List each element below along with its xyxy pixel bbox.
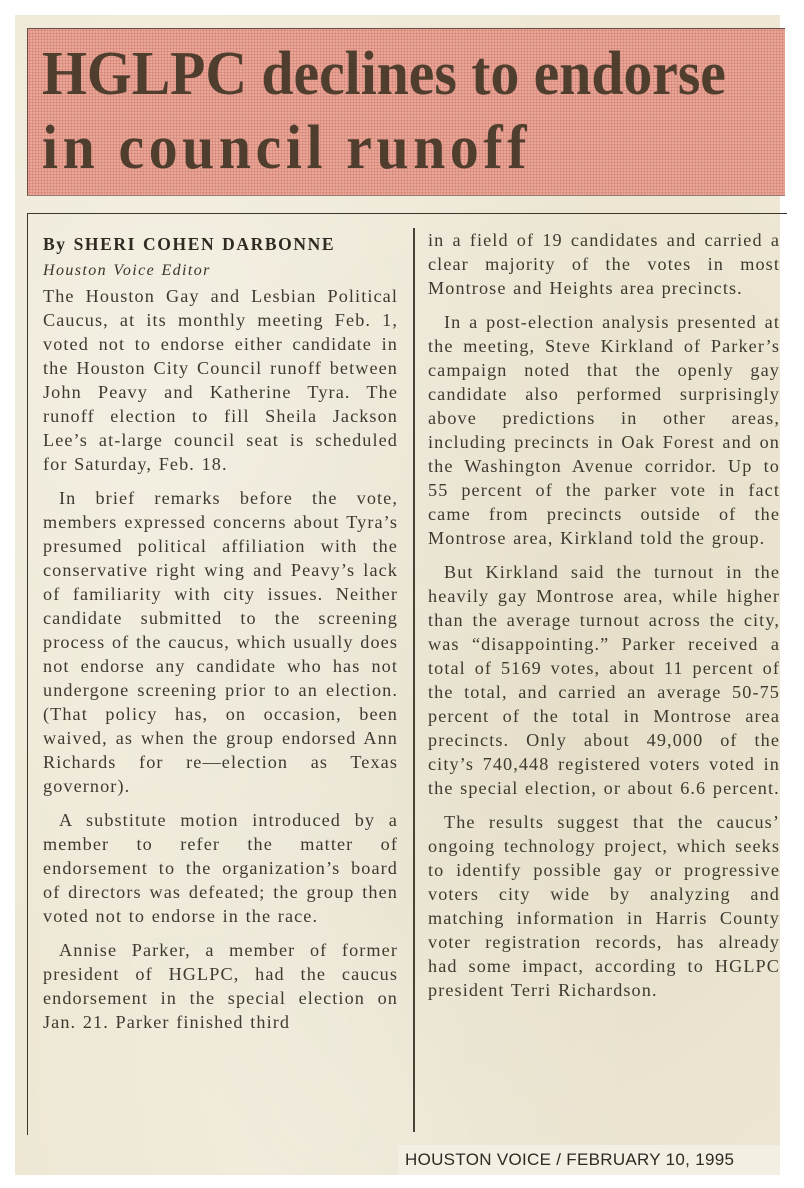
paragraph: In brief remarks before the vote, members expressed concerns about Tyra’s presumed political affiliation with the conservative right wing and Peavy’s lack of familiarity with city issues. Neither candidate submitted to the screening process of the caucus, which usually does not endorse any candidate who has not undergone screening prior to an election. (That policy has, on occasion, been waived, as when the group endorsed Ann Richards for re—election as Texas governor).	[43, 488, 398, 796]
article-column-right	[428, 228, 780, 1012]
paragraph: In a post-election analysis presented at the meeting, Steve Kirkland of Parker’s campaign noted that the openly gay candidate also performed surprisingly above predictions in other areas, including precincts in Oak Forest and on the Washington Avenue corridor. Up to 55 percent of the parker vote in fact came from precincts outside of the Montrose area, Kirkland told the group.	[428, 312, 780, 548]
byline-title: Houston Voice Editor	[43, 262, 211, 279]
column-divider	[413, 228, 415, 1132]
article-column-left	[43, 232, 398, 1044]
paragraph: The results suggest that the caucus’ ongoing technology project, which seeks to identify possible gay or progressive voters city wide by analyzing and matching information in Harris County voter registration records, has already had some impact, according to HGLPC president Terri Richardson.	[428, 812, 780, 1000]
headline	[42, 37, 726, 185]
source-credit: HOUSTON VOICE / FEBRUARY 10, 1995	[405, 1150, 735, 1169]
byline: By SHERI COHEN DARBONNE	[43, 234, 336, 254]
headline-line-2: in council runoff	[42, 114, 532, 182]
headline-line-1: HGLPC declines to endorse	[42, 40, 726, 108]
paragraph: Annise Parker, a member of former president of HGLPC, had the caucus endorsement in the special election on Jan. 21. Parker finished third	[43, 940, 398, 1032]
paragraph: The Houston Gay and Lesbian Political Caucus, at its monthly meeting Feb. 1, voted not to endorse either candidate in the Houston City Council runoff between John Peavy and Katherine Tyra. The runoff election to fill Sheila Jackson Lee’s at-large council seat is scheduled for Saturday, Feb. 18.	[43, 286, 398, 474]
paragraph: in a field of 19 candidates and carried a clear majority of the votes in most Montrose and Heights area precincts.	[428, 230, 780, 298]
headline-banner	[27, 28, 785, 196]
paragraph: A substitute motion introduced by a member to refer the matter of endorsement to the organization’s board of directors was defeated; the group then voted not to endorse in the race.	[43, 810, 398, 926]
paragraph: But Kirkland said the turnout in the heavily gay Montrose area, while higher than the average turnout across the city, was “disappointing.” Parker received a total of 5169 votes, about 11 percent of the total, and carried an average 50-75 percent of the total in Montrose area precincts. Only about 49,000 of the city’s 740,448 registered voters voted in the special election, or about 6.6 percent.	[428, 562, 780, 798]
